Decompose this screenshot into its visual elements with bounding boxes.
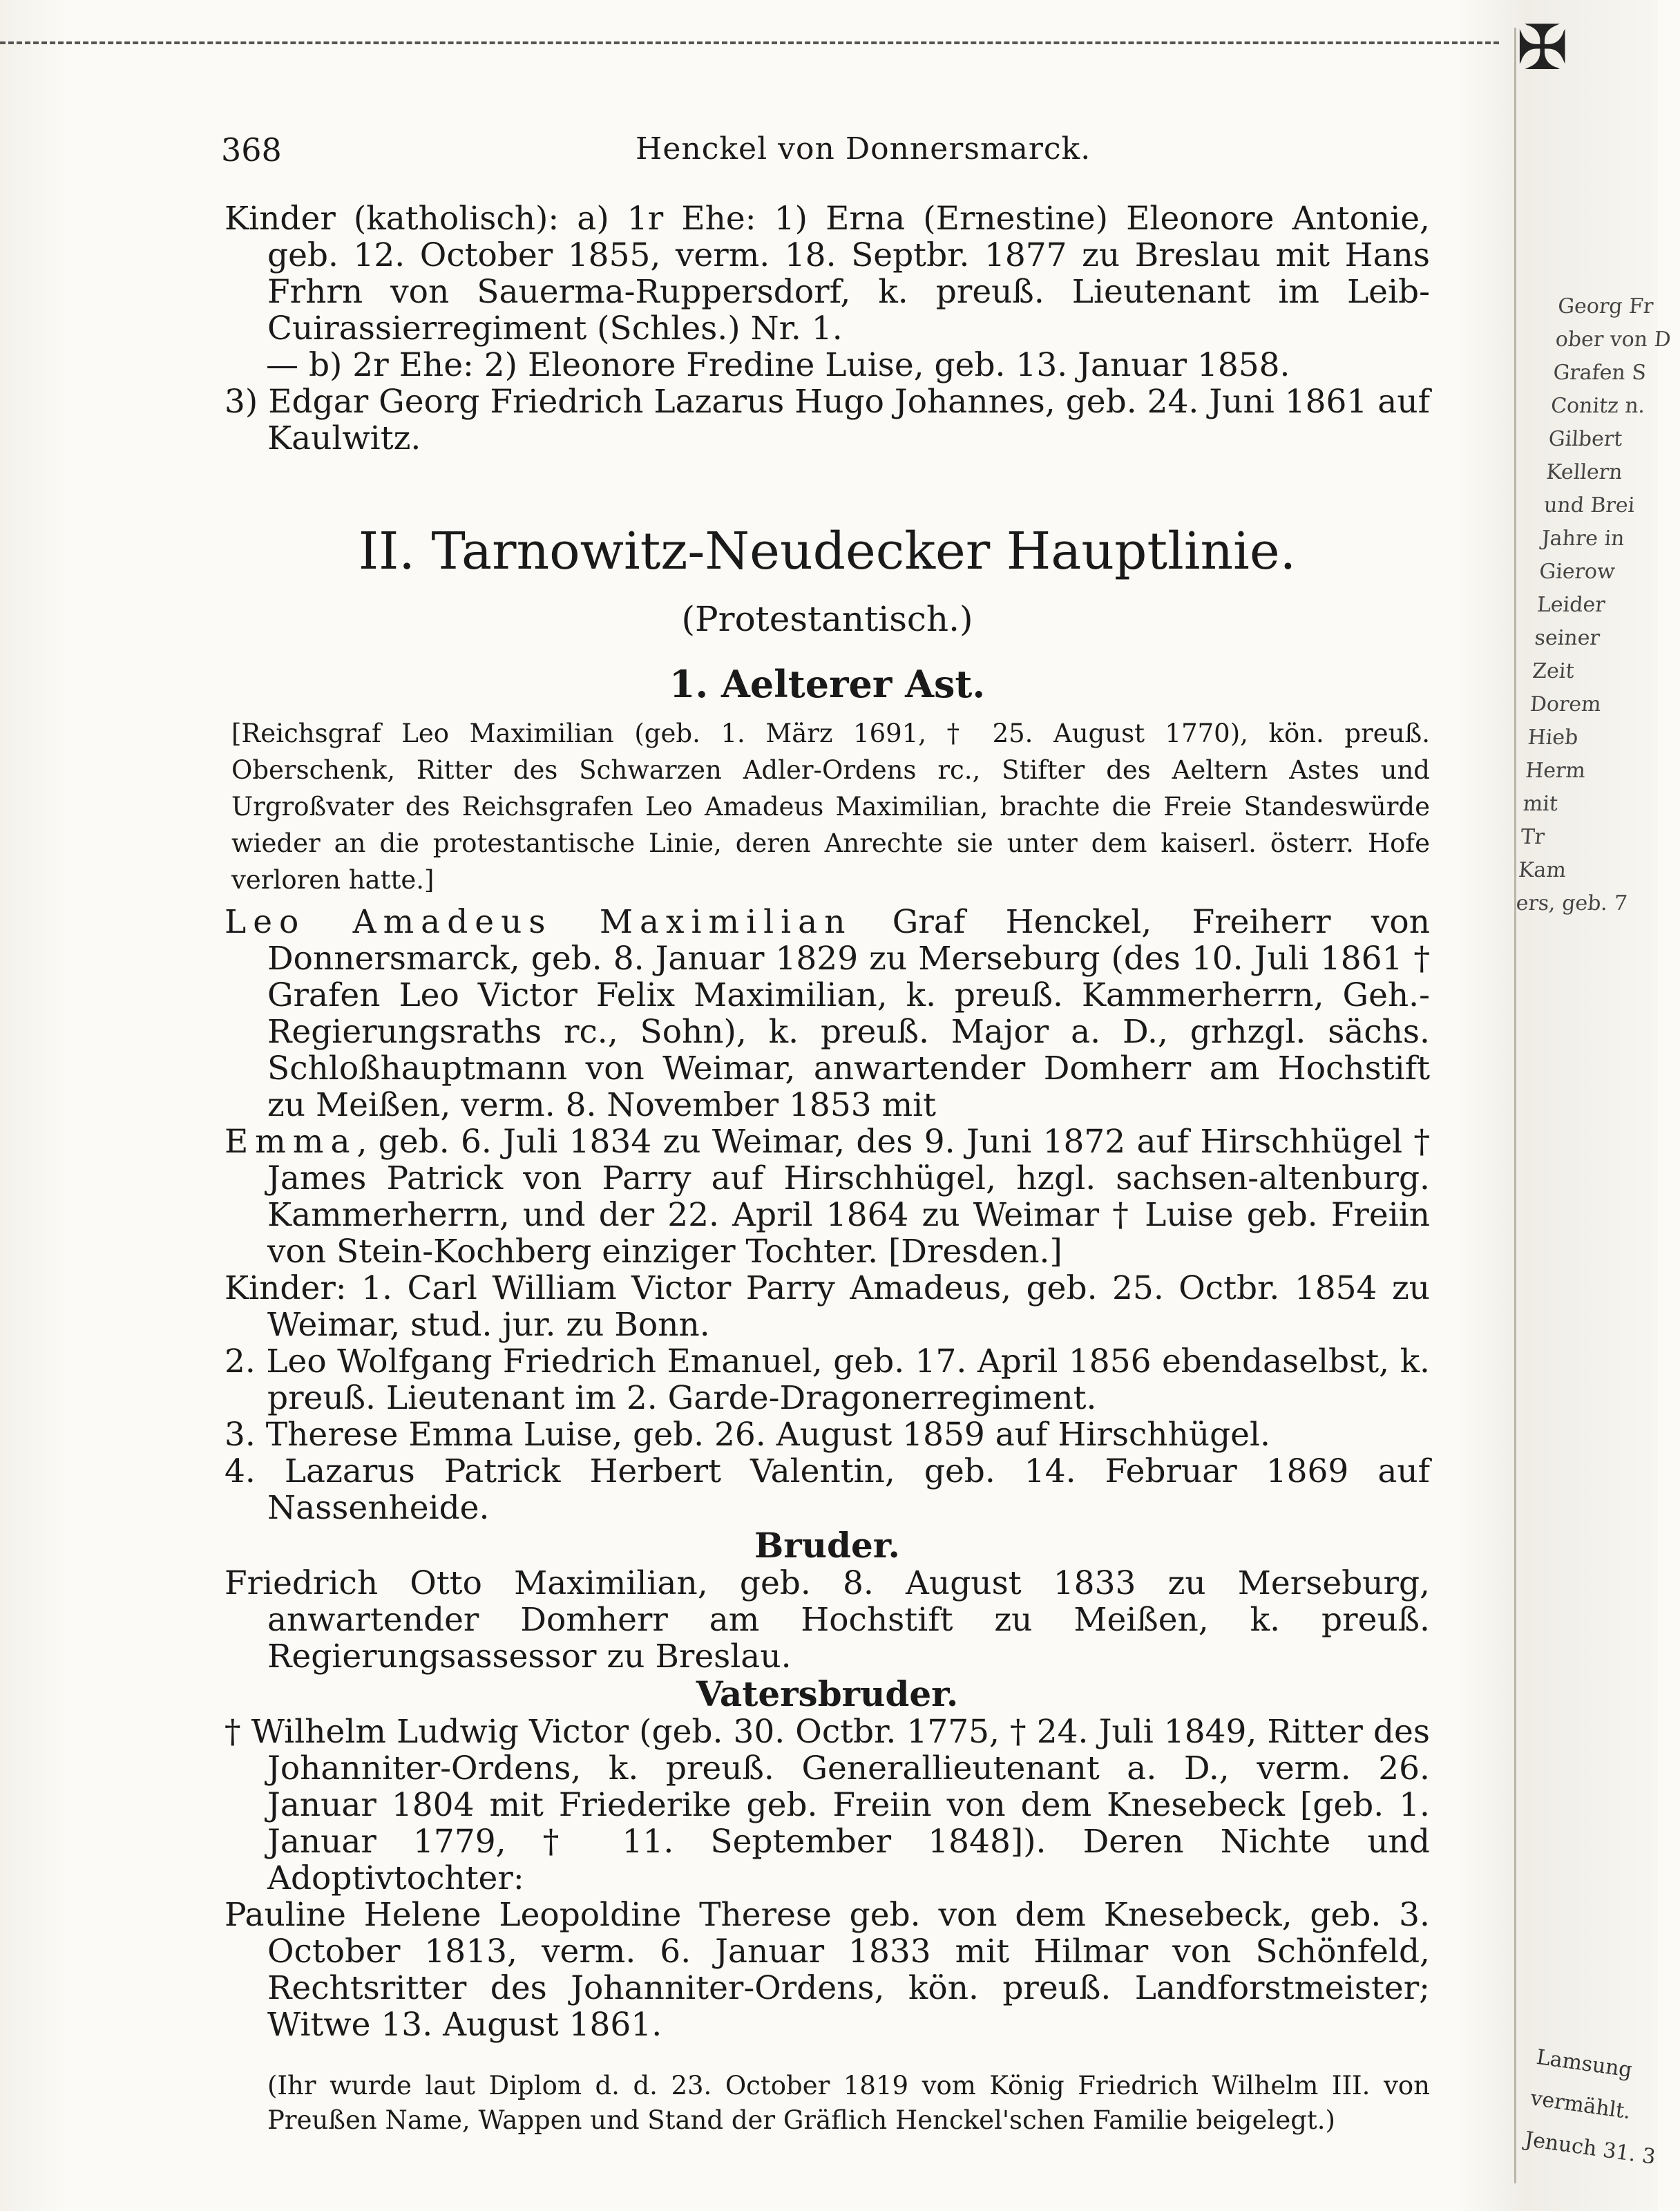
top-rule bbox=[0, 41, 1499, 44]
adjacent-bottom-line: Jenuch 31. 3 bbox=[1523, 2127, 1657, 2170]
page-number: 368 bbox=[221, 131, 282, 169]
spouse-entry bbox=[225, 1123, 1430, 1270]
intro-children-2: — b) 2r Ehe: 2) Eleonore Fredine Luise, geb. 13. Januar 1858. bbox=[266, 346, 1290, 384]
page-edge bbox=[1514, 28, 1516, 2183]
page-header bbox=[221, 131, 1423, 173]
page-content bbox=[225, 200, 1430, 2163]
child-3: 3. Therese Emma Luise, geb. 26. August 1859 auf Hirschhügel. bbox=[225, 1416, 1270, 1454]
adjacent-bottom-line: Lamsung bbox=[1534, 2044, 1634, 2082]
intro-children-1: Kinder (katholisch): a) 1r Ehe: 1) Erna (Ernestine) Eleonore Antonie, geb. 12. October 1855, verm. 18. Septbr. 1877 zu Breslau mit Hans Frhrn von Sauerma-Ruppersdorf, k. preuß. Lieutenant im Leib-Cuirassierregiment (Schles.) Nr. 1. bbox=[225, 200, 1430, 348]
child-4: 4. Lazarus Patrick Herbert Valentin, geb. 14. Februar 1869 auf Nassenheide. bbox=[225, 1452, 1430, 1527]
child-1: Kinder: 1. Carl William Victor Parry Amadeus, geb. 25. Octbr. 1854 zu Weimar, stud. jur. zu Bonn. bbox=[225, 1269, 1430, 1344]
running-head: Henckel von Donnersmarck. bbox=[636, 131, 1091, 167]
head-entry bbox=[225, 904, 1430, 1123]
adjacent-line: Dorem bbox=[1529, 692, 1602, 717]
branch-title: 1. Aelterer Ast. bbox=[669, 662, 986, 706]
adjacent-line: und Brei bbox=[1543, 493, 1636, 518]
branch-note: [Reichsgraf Leo Maximilian (geb. 1. März 1691, † 25. August 1770), kön. preuß. Oberschenk, Ritter des Schwarzen Adler-Ordens rc., Stifter des Aeltern Astes und Urgroßvater des Reichsgrafen Leo Amadeus Maximilian, brachte die Freie Standeswürde wieder an die protestantische Linie, deren Anrechte sie unter dem kaiserl. österr. Hofe verloren hatte.] bbox=[231, 719, 1430, 895]
uncle-entry: † Wilhelm Ludwig Victor (geb. 30. Octbr. 1775, † 24. Juli 1849, Ritter des Johanniter-Ordens, k. preuß. Generallieutenant a. D., verm. 26. Januar 1804 mit Friederike geb. Freiin von dem Knesebeck [geb. 1. Januar 1779, † 11. September 1848]). Deren Nichte und Adoptivtochter: bbox=[225, 1713, 1430, 1897]
adjacent-line: Georg Fr bbox=[1557, 294, 1654, 319]
adjacent-line: Conitz n. bbox=[1549, 394, 1646, 418]
adjacent-line: Jahre in bbox=[1540, 526, 1625, 551]
head-text: Graf Henckel, Freiherr von Donnersmarck, geb. 8. Januar 1829 zu Merseburg (des 10. Juli 1861 † Grafen Leo Victor Felix Maximilian, k. preuß. Kammerherrn, Geh.-Regierungsraths rc., Sohn), k. preuß. Major a. D., grhzgl. sächs. Schloßhauptmann von Weimar, anwartender Domherr am Hochstift zu Meißen, verm. 8. November 1853 mit bbox=[267, 903, 1430, 1124]
adjacent-line: Tr bbox=[1520, 825, 1546, 849]
adjacent-line: mit bbox=[1522, 792, 1559, 816]
adjacent-line: Leider bbox=[1536, 593, 1606, 617]
head-name: Leo Amadeus Maximilian bbox=[225, 903, 852, 941]
brother-entry: Friedrich Otto Maximilian, geb. 8. August 1833 zu Merseburg, anwartender Domherr am Hochstift zu Meißen, k. preuß. Regierungsassessor zu Breslau. bbox=[225, 1564, 1430, 1676]
adjacent-bottom-line: vermählt. bbox=[1529, 2086, 1632, 2125]
intro-children-3: 3) Edgar Georg Friedrich Lazarus Hugo Johannes, geb. 24. Juni 1861 auf Kaulwitz. bbox=[225, 383, 1430, 457]
adjacent-line: ers, geb. 7 bbox=[1515, 891, 1628, 915]
corner-mark-icon: ✠ bbox=[1516, 12, 1569, 84]
section-title-text: II. Tarnowitz-Neudecker Hauptlinie. bbox=[358, 522, 1297, 581]
pauline-note: (Ihr wurde laut Diplom d. d. 23. October 1819 vom König Friedrich Wilhelm III. von Preußen Name, Wappen und Stand der Gräflich Henckel'schen Familie beigelegt.) bbox=[267, 2071, 1430, 2135]
section-title bbox=[225, 520, 1430, 650]
adjacent-line: Herm bbox=[1525, 759, 1587, 783]
child-2: 2. Leo Wolfgang Friedrich Emanuel, geb. 17. April 1856 ebendaselbst, k. preuß. Lieutenant im 2. Garde-Dragonerregiment. bbox=[225, 1342, 1430, 1417]
brother-heading: Bruder. bbox=[754, 1525, 900, 1566]
uncle-heading: Vatersbruder. bbox=[696, 1673, 959, 1714]
adjacent-line: Grafen S bbox=[1552, 361, 1648, 385]
adjacent-line: Zeit bbox=[1531, 659, 1575, 683]
adjacent-line: ober von D bbox=[1554, 328, 1672, 352]
spouse-text: , geb. 6. Juli 1834 zu Weimar, des 9. Juni 1872 auf Hirschhügel † James Patrick von Parry auf Hirschhügel, hzgl. sachsen-altenburg. Kammerherrn, und der 22. April 1864 zu Weimar † Luise geb. Freiin von Stein-Kochberg einziger Tochter. [Dresden.] bbox=[267, 1123, 1430, 1271]
pauline-entry: Pauline Helene Leopoldine Therese geb. von dem Knesebeck, geb. 3. October 1813, verm. 6. Januar 1833 mit Hilmar von Schönfeld, Rechtsritter des Johanniter-Ordens, kön. preuß. Landforstmeister; Witwe 13. August 1861. bbox=[225, 1896, 1430, 2044]
adjacent-line: Kellern bbox=[1545, 460, 1623, 484]
adjacent-line: Gilbert bbox=[1547, 427, 1623, 451]
section-subtitle: (Protestantisch.) bbox=[681, 599, 973, 639]
adjacent-line: Kam bbox=[1517, 858, 1567, 882]
spouse-name: Emma bbox=[225, 1123, 357, 1161]
adjacent-line: seiner bbox=[1534, 626, 1601, 650]
adjacent-page-bottom bbox=[1522, 2037, 1665, 2178]
adjacent-line: Gierow bbox=[1538, 560, 1616, 584]
adjacent-line: Hieb bbox=[1527, 725, 1579, 750]
